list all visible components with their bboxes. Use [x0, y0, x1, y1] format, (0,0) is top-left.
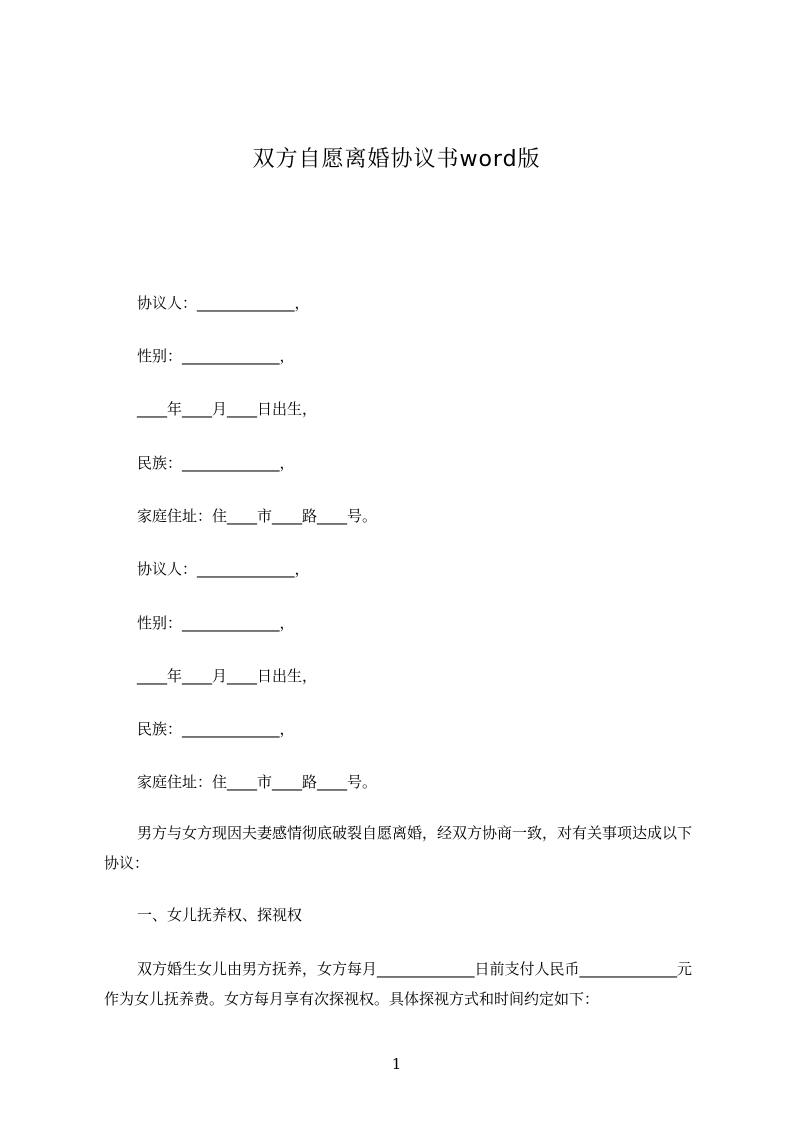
section1-paragraph	[104, 954, 702, 1014]
party2-gender-line: 性别：_____________，	[137, 614, 295, 632]
party2-birthdate-line: ____年____月____日出生，	[137, 667, 318, 685]
section1-text: 双方婚生女儿由男方抚养，女方每月_____________日前支付人民币_____________元作为女儿抚养费。女方每月享有次探视权。具体探视方式和时间约定如下：	[104, 960, 693, 1008]
page-number: 1	[391, 1055, 402, 1073]
party2-name-line: 协议人：_____________，	[137, 560, 310, 578]
party1-ethnicity-line: 民族：_____________，	[137, 454, 295, 472]
section1-heading: 一、女儿抚养权、探视权	[137, 906, 303, 924]
document-title: 双方自愿离婚协议书word版	[252, 147, 541, 172]
party1-name-line: 协议人：_____________，	[137, 294, 310, 312]
intro-text: 男方与女方现因夫妻感情彻底破裂自愿离婚，经双方协商一致，对有关事项达成以下协议：	[104, 824, 693, 872]
party1-gender-line: 性别：_____________，	[137, 347, 295, 365]
intro-paragraph	[104, 818, 702, 878]
party2-ethnicity-line: 民族：_____________，	[137, 720, 295, 738]
party1-birthdate-line: ____年____月____日出生，	[137, 400, 318, 418]
party1-address-line: 家庭住址：住____市____路____号。	[137, 507, 378, 525]
party2-address-line: 家庭住址：住____市____路____号。	[137, 773, 378, 791]
